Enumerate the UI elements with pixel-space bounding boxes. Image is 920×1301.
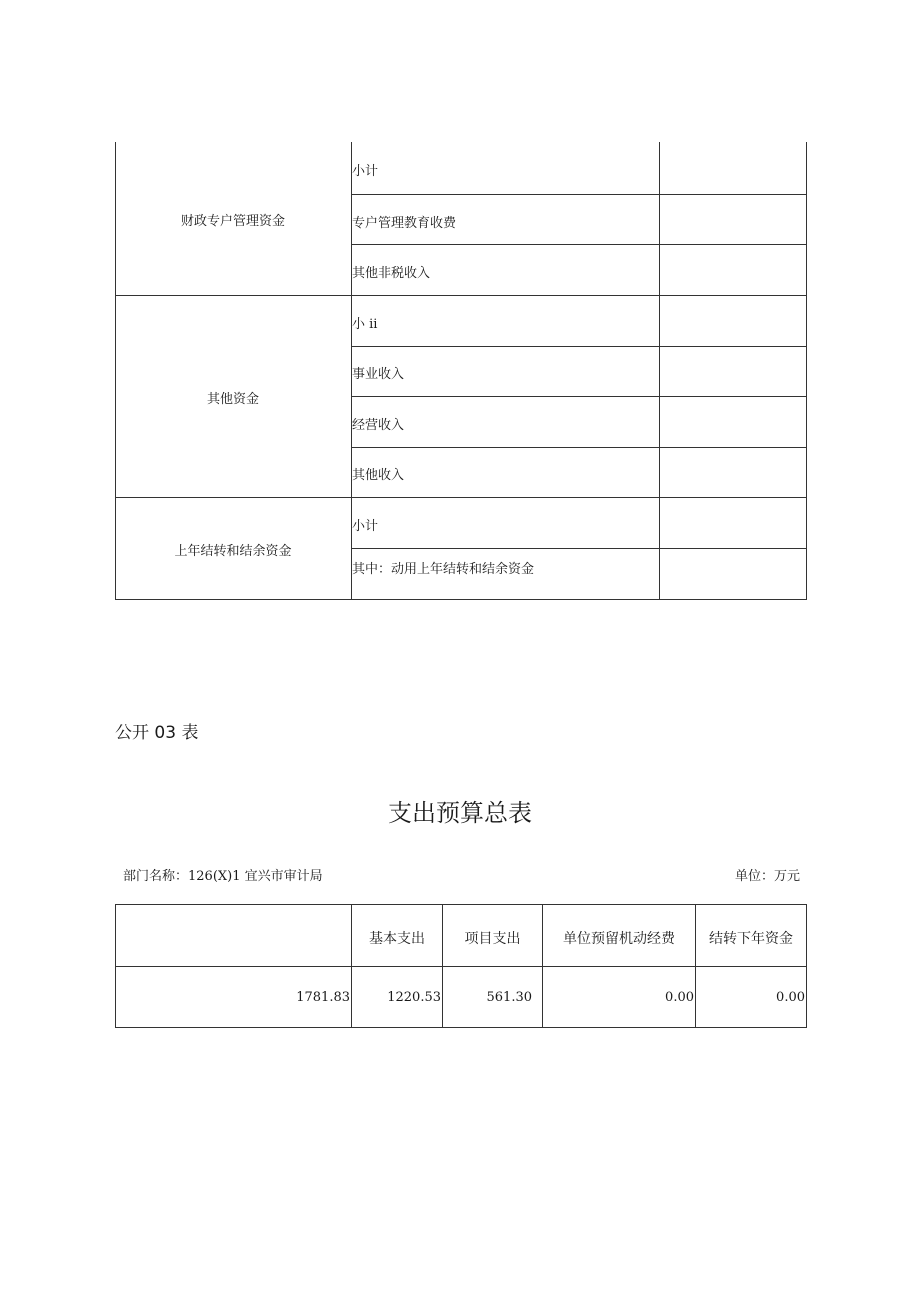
group-label-fiscal: 财政专户管理资金	[180, 214, 285, 229]
group-label-other-funds: 其他资金	[206, 392, 259, 407]
unit-label: 单位：万元	[735, 869, 801, 884]
department-name: 部门名称：126(X)1 宜兴市审计局	[123, 869, 323, 884]
cell-basic-expense: 1220.53	[387, 990, 441, 1005]
header-carryover: 结转下年资金	[709, 931, 793, 947]
row-label: 其他非税收入	[352, 266, 431, 281]
cell-carryover: 0.00	[776, 990, 805, 1005]
row-label: 其中：动用上年结转和结余资金	[352, 562, 535, 577]
row-label: 小计	[352, 164, 379, 179]
row-label: 小计	[352, 519, 379, 534]
form-number: 公开 03 表	[115, 723, 199, 743]
row-label: 小 ii	[352, 317, 378, 332]
header-basic-expense: 基本支出	[369, 931, 425, 947]
group-label-carryover: 上年结转和结余资金	[174, 544, 292, 559]
cell-project-expense: 561.30	[486, 990, 532, 1005]
expense-table	[115, 904, 807, 1028]
cell-reserve-fund: 0.00	[665, 990, 694, 1005]
row-label: 专户管理教育收费	[352, 216, 457, 231]
income-table	[115, 142, 807, 600]
page-title: 支出预算总表	[388, 799, 532, 827]
row-label: 经营收入	[352, 418, 405, 433]
row-label: 其他收入	[352, 468, 405, 483]
row-label: 事业收入	[352, 367, 405, 382]
header-project-expense: 项目支出	[464, 931, 521, 947]
header-reserve-fund: 单位预留机动经费	[563, 931, 675, 947]
cell-total: 1781.83	[296, 990, 350, 1005]
